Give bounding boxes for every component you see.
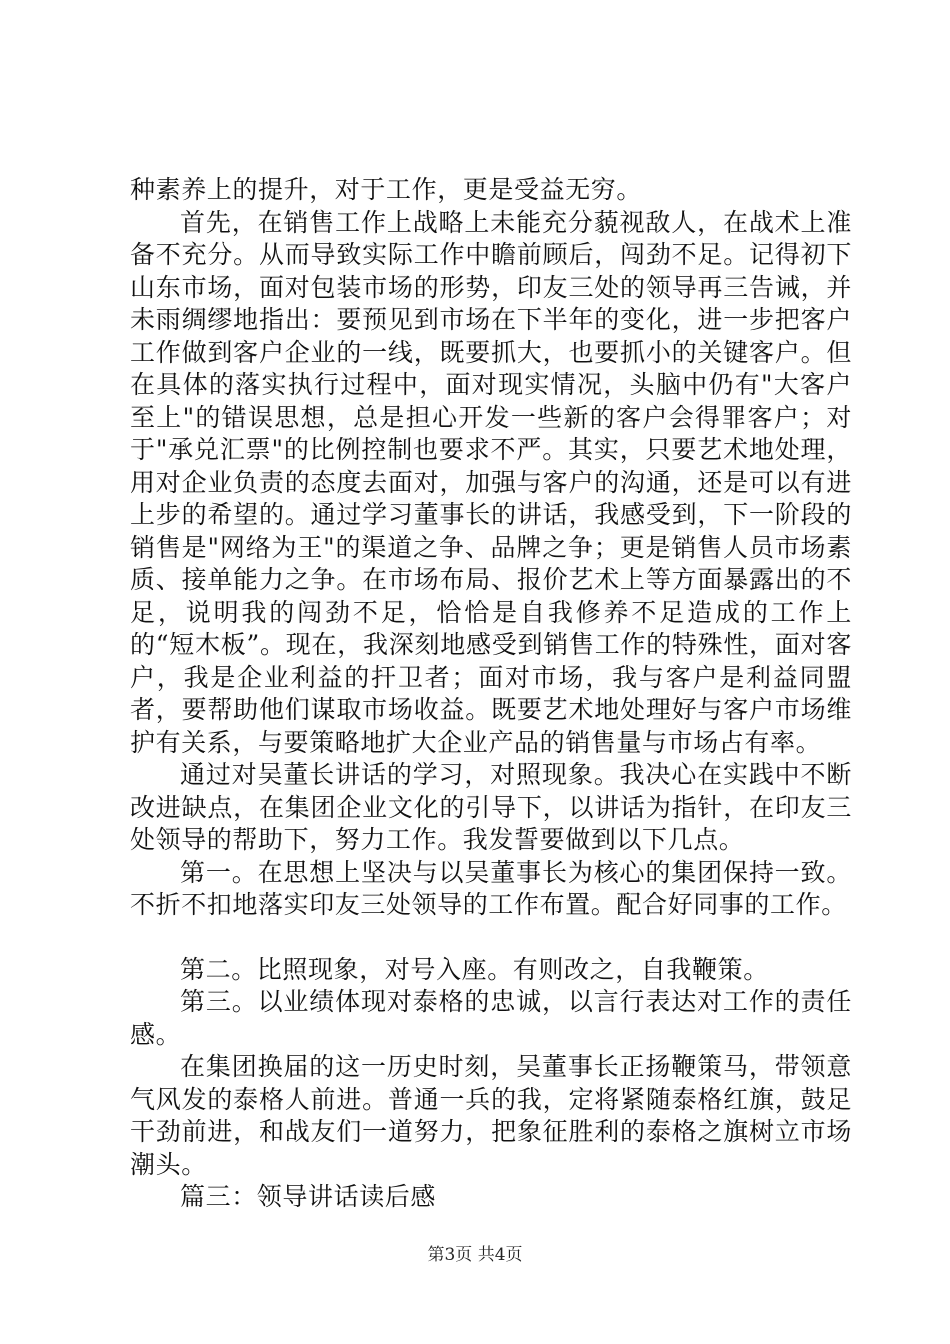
paragraph-continuation: 种素养上的提升，对于工作，更是受益无穷。 [130,175,643,204]
paragraph-point-two: 第二。比照现象，对号入座。有则改之，自我鞭策。 [180,954,769,984]
paragraph-conclusion: 在集团换届的这一历史时刻，吴董事长正扬鞭策马，带领意气风发的泰格人前进。普通一兵的我，定将紧随泰格红旗，鼓足干劲前进，和战友们一道努力，把象征胜利的泰格之旗树立市场潮头。 [130,1052,852,1179]
page-footer [0,1244,950,1266]
document-body [130,174,852,1214]
section-heading: 篇三：领导讲话读后感 [180,1182,437,1211]
page-number: 第3页 共4页 [427,1245,523,1265]
paragraph-point-three: 第三。以业绩体现对泰格的忠诚，以言行表达对工作的责任感。 [130,987,852,1049]
paragraph-point-one: 第一。在思想上坚决与以吴董事长为核心的集团保持一致。不折不扣地落实印友三处领导的工作布置。配合好同事的工作。 [130,857,852,919]
paragraph-sales-shortcomings: 首先，在销售工作上战略上未能充分藐视敌人，在战术上准备不充分。从而导致实际工作中瞻前顾后，闯劲不足。记得初下山东市场，面对包装市场的形势，印友三处的领导再三告诫，并未雨绸缪地指出：要预见到市场在下半年的变化，进一步把客户工作做到客户企业的一线，既要抓大，也要抓小的关键客户。但在具体的落实执行过程中，面对现实情况，头脑中仍有"大客户至上"的错误思想，总是担心开发一些新的客户会得罪客户；对于"承兑汇票"的比例控制也要求不严。其实，只要艺术地处理，用对企业负责的态度去面对，加强与客户的沟通，还是可以有进上步的希望的。通过学习董事长的讲话，我感受到，下一阶段的销售是"网络为王"的渠道之争、品牌之争；更是销售人员市场素质、接单能力之争。在市场布局、报价艺术上等方面暴露出的不足，说明我的闯劲不足，恰恰是自我修养不足造成的工作上的“短木板”。现在，我深刻地感受到销售工作的特殊性，面对客户，我是企业利益的扞卫者；面对市场，我与客户是利益同盟者，要帮助他们谋取市场收益。既要艺术地处理好与客户市场维护有关系，与要策略地扩大企业产品的销售量与市场占有率。 [130,207,852,757]
paragraph-resolution: 通过对吴董长讲话的学习，对照现象。我决心在实践中不断改进缺点，在集团企业文化的引导下，以讲话为指针，在印友三处领导的帮助下，努力工作。我发誓要做到以下几点。 [130,760,852,854]
